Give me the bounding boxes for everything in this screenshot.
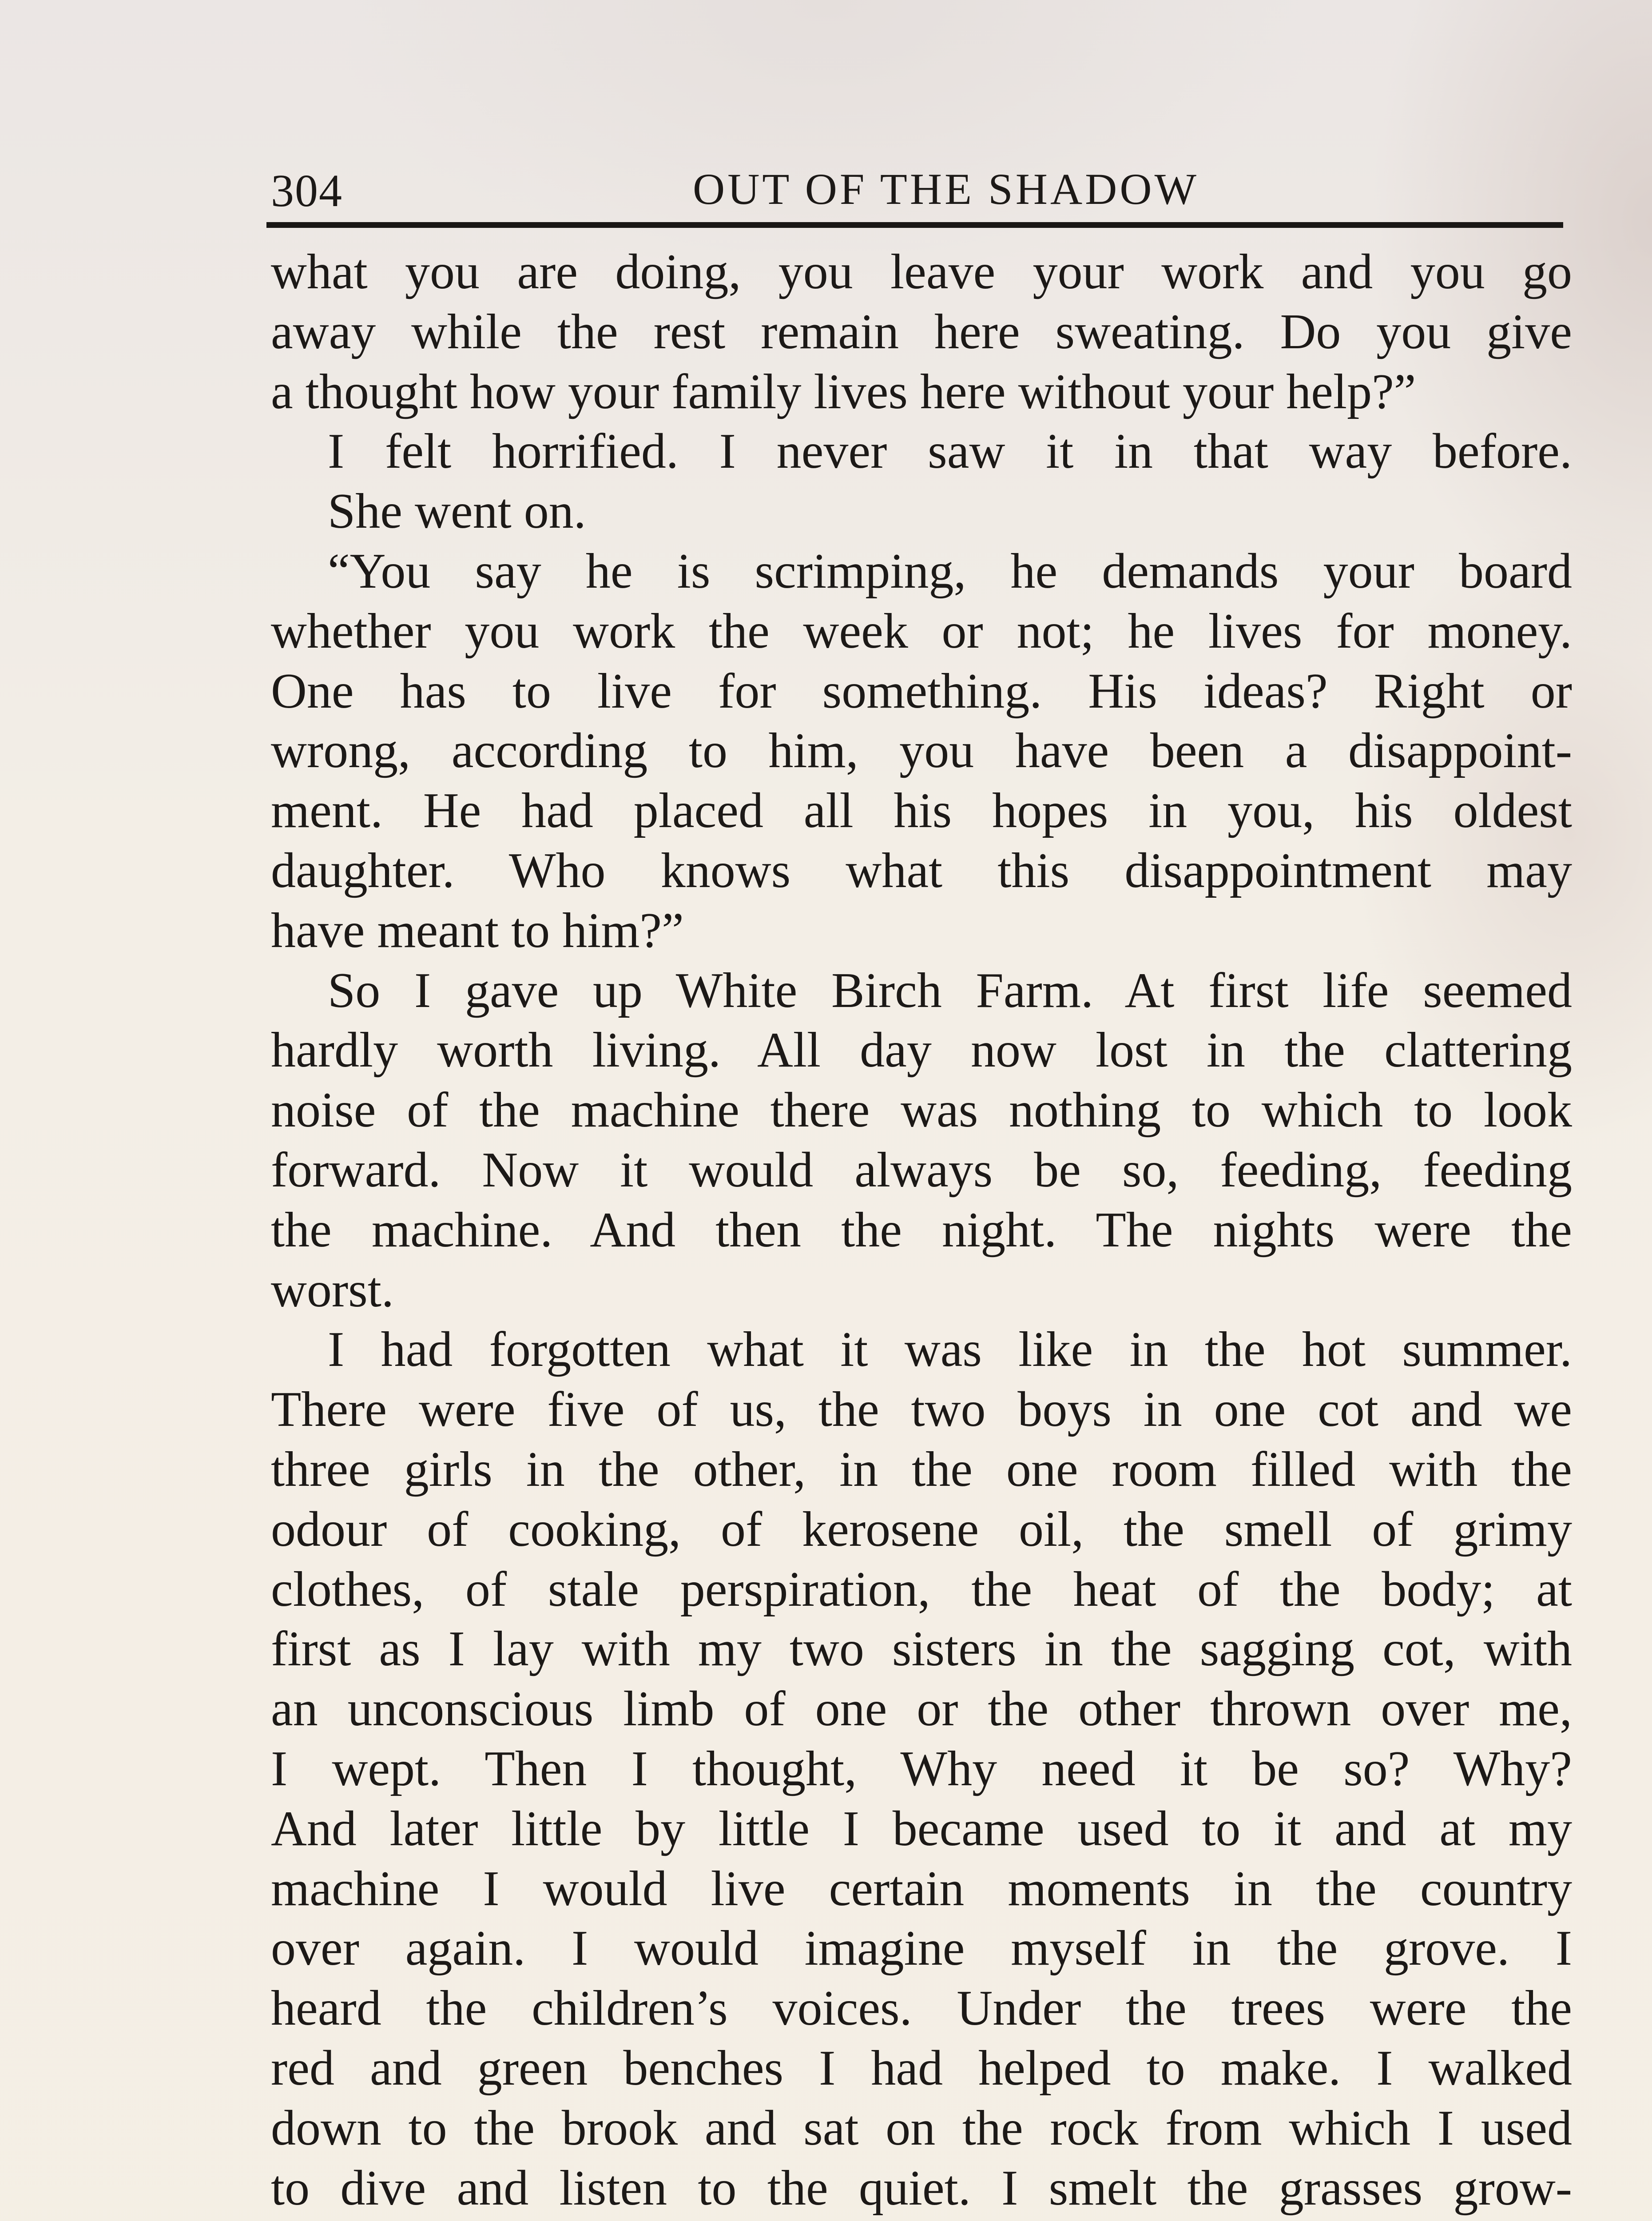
header-rule bbox=[266, 222, 1563, 228]
text-line: a thought how your family lives here without your help?” bbox=[271, 364, 1416, 419]
text-line: over again. I would imagine myself in the grove. I bbox=[271, 1921, 1572, 1976]
body-text bbox=[271, 242, 1572, 2221]
text-line: down to the brook and sat on the rock from which I used bbox=[271, 2100, 1572, 2156]
text-line: I wept. Then I thought, Why need it be so? Why? bbox=[271, 1741, 1572, 1796]
text-line: whether you work the week or not; he lives for money. bbox=[271, 603, 1572, 659]
text-line: She went on. bbox=[328, 484, 586, 539]
running-title: OUT OF THE SHADOW bbox=[693, 164, 1199, 214]
text-line: One has to live for something. His ideas? Right or bbox=[271, 663, 1572, 719]
text-line: an unconscious limb of one or the other thrown over me, bbox=[271, 1681, 1572, 1737]
text-line: So I gave up White Birch Farm. At first life seemed bbox=[328, 963, 1572, 1018]
text-line: the machine. And then the night. The nights were the bbox=[271, 1202, 1572, 1258]
text-line: heard the children’s voices. Under the trees were the bbox=[271, 1981, 1572, 2036]
text-line: red and green benches I had helped to make. I walked bbox=[271, 2040, 1572, 2096]
text-line: what you are doing, you leave your work and you go bbox=[271, 244, 1572, 299]
text-line: worst. bbox=[271, 1262, 394, 1317]
text-line: clothes, of stale perspiration, the heat of the body; at bbox=[271, 1561, 1572, 1617]
page-number: 304 bbox=[271, 165, 343, 216]
text-line: first as I lay with my two sisters in the sagging cot, with bbox=[271, 1621, 1572, 1677]
page-header bbox=[266, 151, 1563, 218]
text-line: daughter. Who knows what this disappointment may bbox=[271, 843, 1572, 898]
text-line: wrong, according to him, you have been a disappoint- bbox=[271, 723, 1572, 779]
text-line: have meant to him?” bbox=[271, 903, 684, 958]
text-line: I felt horrified. I never saw it in that way before. bbox=[328, 424, 1572, 479]
text-line: I had forgotten what it was like in the hot summer. bbox=[328, 1322, 1572, 1377]
text-line: machine I would live certain moments in the country bbox=[271, 1861, 1572, 1916]
text-line bbox=[271, 2218, 1572, 2221]
text-line: hardly worth living. All day now lost in the clattering bbox=[271, 1023, 1572, 1078]
text-line: noise of the machine there was nothing to which to look bbox=[271, 1083, 1572, 1138]
text-line: There were five of us, the two boys in one cot and we bbox=[271, 1382, 1572, 1437]
text-line: “You say he is scrimping, he demands your board bbox=[328, 543, 1572, 599]
text-line: to dive and listen to the quiet. I smelt the grasses grow- bbox=[271, 2160, 1572, 2216]
text-line: away while the rest remain here sweating. Do you give bbox=[271, 304, 1572, 359]
text-line: And later little by little I became used to it and at my bbox=[271, 1801, 1572, 1856]
text-line: forward. Now it would always be so, feeding, feeding bbox=[271, 1142, 1572, 1198]
text-line: ment. He had placed all his hopes in you, his oldest bbox=[271, 783, 1572, 839]
text-line: three girls in the other, in the one room filled with the bbox=[271, 1441, 1572, 1497]
text-line: odour of cooking, of kerosene oil, the smell of grimy bbox=[271, 1501, 1572, 1557]
